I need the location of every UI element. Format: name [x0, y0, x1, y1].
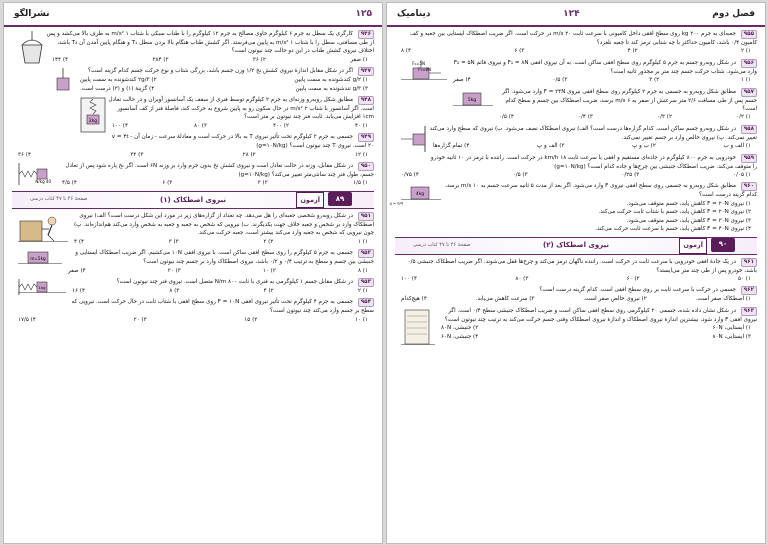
test-banner-89 — [12, 191, 374, 209]
option-1[interactable]: ۱) g/۲ کندشونده به سمت پایین — [294, 77, 368, 84]
option-3[interactable]: ۳) سرعت کاهش می‌یابد. — [475, 296, 535, 303]
question-number: ۹۴۶ — [358, 30, 374, 39]
left-page-body — [4, 27, 382, 324]
option-1[interactable]: ۱) اصطکاک صفر است. — [695, 296, 751, 303]
options — [106, 122, 374, 130]
options — [441, 208, 757, 216]
question-956 — [395, 59, 757, 85]
question-number: ۹۶۰ — [741, 182, 757, 191]
question-text: کارگری یک سطل به جرم ۶ کیلوگرم حاوی مصالح به جرم ۱۲ کیلوگرم را با طناب سبکی با شتاب ۱ m/s² به طرف بالا می‌کشد و پس از طی مسافتی، سطل را با شتاب ۱ m/s² به پایین می‌فرستد. اگر کشش طناب هنگام بالا بردن سطل T₁ و هنگام پایین آمدن آن T₂ باشد، اختلاف نیروی کشش طناب در این دو حالت چند نیوتون است؟ — [46, 31, 374, 55]
question-number: ۹۶۱ — [741, 258, 757, 267]
block-m5-label: m=5kg — [30, 256, 46, 262]
options — [395, 275, 757, 283]
question-952 — [12, 249, 374, 275]
option-4[interactable]: ۴) ۱۴۴ — [52, 56, 69, 63]
right-page-subject: دینامیک — [397, 9, 431, 19]
option-3[interactable]: ۳) ۳۲ — [130, 151, 144, 158]
question-text: جسمی در حرکت با سرعت ثابت بر روی سطح افقی است. کدام گزینه درست است؟ — [539, 287, 736, 294]
option-2[interactable]: ۲) ۰/۲۵ — [621, 172, 640, 179]
question-number: ۹۴۹ — [358, 133, 374, 142]
left-page-number: ۱۲۵ — [355, 9, 372, 19]
question-number: ۹۵۱ — [358, 212, 374, 221]
question-text: در یک جادهٔ افقی خودرویی با سرعت ثابت در حرکت است. راننده ناگهان ترمز می‌کند و چرخ‌ها قفل می‌شوند. اگر ضریب اصطکاک جنبشی ۰/۵ باشد، خودرو پس از طی چند متر می‌ایستد؟ — [407, 258, 757, 274]
option-4[interactable]: ۴) تمام گزاره‌ها — [433, 143, 470, 150]
question-955 — [395, 30, 757, 56]
options — [395, 171, 757, 179]
spring-mass-figure — [18, 163, 56, 188]
question-number: ۹۵۲ — [358, 249, 374, 258]
option-2[interactable]: ۲) ۴۰۰ — [273, 122, 289, 129]
block-4kg-label: 4kg — [415, 192, 425, 198]
right-page-body — [387, 27, 765, 341]
left-page-chapter-title: نشرالگو — [14, 9, 50, 19]
test-label: آزمون — [679, 238, 707, 254]
question-number: ۹۶۳ — [741, 307, 757, 316]
option-2[interactable]: ۲) ۱۵ — [244, 316, 258, 323]
question-text: جعبه‌ای به جرم ۲۰۰ kg روی سطح افقی داخل کامیونی با سرعت ثابت ۲۰ m/s در حرکت است. اگر ضریب اصطکاک ایستایی بین جعبه و کف کامیون ۰/۴ باشد، کامیون حداکثر با چه شتابی ترمز کند تا جعبه نلغزد؟ — [410, 31, 757, 46]
option-4[interactable]: ۴) صفر — [68, 267, 86, 274]
option-4[interactable]: ۴) جنبشی، ۶۰N — [441, 333, 479, 340]
question-951 — [12, 212, 374, 246]
right-page-header — [387, 3, 765, 27]
option-4[interactable]: ۴) ۰/۷۵ — [401, 172, 419, 179]
hanging-mass-figure — [52, 68, 74, 97]
options — [435, 324, 757, 332]
option-1[interactable]: ۱) ۲ — [358, 287, 368, 294]
question-947 — [12, 67, 374, 93]
option-2[interactable]: ۲) ۲۸ — [242, 151, 256, 158]
question-text: در شکل نشان داده شده، جسمی ۲۰ کیلوگرمی روی سطح افقی ساکن است و ضریب اصطکاک جنبشی سطح ۰/۴ است. اگر نیروی افقی F وارد شود، بیشترین اندازهٔ نیروی اصطکاک و اندازهٔ نیروی اصطکاک وقتی جسم حرکت می‌کند به ترتیب چند نیوتون است؟ — [444, 307, 757, 323]
options — [441, 200, 757, 208]
options — [56, 179, 374, 187]
wall-block-figure — [401, 126, 427, 155]
question-953 — [12, 278, 374, 295]
option-2[interactable]: ۲) ۱۰ — [262, 267, 276, 274]
option-3[interactable]: ۳) الف و پ — [536, 143, 565, 150]
question-text: در شکل روبه‌رو جسم ساکن است. کدام گزاره‌ها درست است؟ الف) نیروی اصطکاک نصف می‌شود. ب) نیروی که سطح وارد می‌کند تغییر نمی‌کند. پ) نیروی خالص وارد بر جسم تغییر نمی‌کند. — [429, 125, 757, 141]
question-950 — [12, 162, 374, 188]
option-4[interactable]: ۴) ۱۰۰ — [112, 122, 128, 129]
option-1[interactable]: ۱) ۱ — [741, 77, 751, 84]
question-number: ۹۵۴ — [358, 298, 374, 307]
option-1[interactable]: ۱) نیروی F = ۲۰N کاهش یابد، جسم متوقف می‌شود. — [626, 200, 751, 207]
question-text: مطابق شکل روبه‌رو وزنه‌ای به جرم ۲ کیلوگرم توسط فنری از سقف یک آسانسور آویزان و در حالت تعادل است. اگر آسانسور با شتاب ۲ m/s² در حال سکون رو به پایین شروع به حرکت کند، فاصلهٔ فنر از کف آسانسور ۱cm افزایش می‌یابد. ثابت فنر چند نیوتون بر متر است؟ — [108, 97, 374, 121]
test-banner-90 — [395, 237, 757, 255]
question-960 — [389, 182, 757, 233]
block-5kg-label: 5kg — [467, 97, 477, 103]
block-2kg-label: 2kg — [88, 119, 98, 125]
question-946 — [12, 30, 374, 64]
option-2[interactable]: ۲) ۴ — [263, 287, 274, 294]
option-2[interactable]: ۲) ۲g/۳ کندشونده به سمت پایین — [80, 77, 157, 84]
option-3[interactable]: ۳) ۸۰ — [194, 122, 207, 129]
question-number: ۹۵۳ — [358, 278, 374, 287]
option-3[interactable]: ۳) ۰/۴ — [578, 114, 593, 121]
options — [68, 238, 374, 246]
option-3[interactable]: ۳) ۰/۵ — [552, 77, 568, 84]
right-page-number: ۱۲۴ — [563, 9, 580, 19]
question-number: ۹۵۹ — [741, 154, 757, 163]
bucket-figure — [18, 31, 46, 68]
test-title: نیروی اصطکاک (۱) — [160, 195, 227, 204]
option-1[interactable]: ۱) ۵۰ — [738, 275, 751, 282]
option-1[interactable]: ۱) ۱/۵ — [353, 180, 368, 187]
option-1[interactable]: ۱) ۲ — [741, 48, 751, 55]
options — [395, 295, 757, 303]
test-reference: صفحهٔ ۴۶ تا ۴۷ کتاب درسی — [413, 241, 471, 248]
question-text: در شکل روبه‌رو جسم به جرم ۵ کیلوگرم روی سطح افقی ساکن است. به آن نیروی افقی F₁ = ۸N و نیروی قائم F₂ = ۵N وارد می‌شود. شتاب حرکت جسم چند متر بر مجذور ثانیه است؟ — [453, 59, 757, 75]
question-number: ۹۵۸ — [741, 125, 757, 134]
option-2[interactable]: ۲) ۴ — [627, 48, 638, 55]
question-948 — [12, 96, 374, 130]
option-2[interactable]: ۲) ۳ — [257, 180, 268, 187]
option-2[interactable]: ۲) ۳ — [649, 77, 660, 84]
option-2[interactable]: ۲) ۲ — [263, 238, 274, 245]
question-text: خودرویی به جرم ۸۰۰ کیلوگرم در جاده‌ای مستقیم و افقی با سرعت ثابت ۱۸ km/h در حرکت است. راننده با ترمز در ۱۰ ثانیه خودرو را متوقف می‌کند. ضریب اصطکاک جنبشی بین چرخ‌ها و جاده کدام است؟ (g=۱۰N/kg) — [430, 154, 757, 170]
option-1[interactable]: ۱) ایستایی، ۶۰N — [712, 325, 751, 332]
test-number: ۸۹ — [328, 192, 352, 206]
option-1[interactable]: ۱) ۰/۰۵ — [733, 172, 751, 179]
test-number: ۹۰ — [711, 238, 735, 252]
question-949 — [12, 133, 374, 159]
question-text: در شکل روبه‌رو شخصی جعبه‌ای را هل می‌دهد. چه تعداد از گزاره‌های زیر در مورد این شکل درست است؟ الف) نیروی اصطکاک وارد بر شخص و جعبه خلاف جهت یکدیگرند. ب) نیرویی که شخص به جعبه و جعبه به شخص وارد می‌کند هم‌اندازه‌اند. پ) چون نیرویی که شخص به جعبه وارد می‌کند بیشتر است، جعبه حرکت می‌کند. — [73, 212, 374, 237]
spring-block-figure — [18, 279, 66, 300]
option-3[interactable]: ۳) ۳۸۴ — [152, 56, 169, 63]
block-5kg-figure — [453, 89, 493, 114]
options — [427, 142, 757, 150]
test-title: نیروی اصطکاک (۲) — [543, 241, 610, 250]
f1-label: F₁=8N — [418, 66, 431, 72]
option-2[interactable]: ۲) ۶۰ — [626, 275, 640, 282]
question-958 — [395, 125, 757, 151]
spring-constant-label: 40 N/kg — [35, 179, 51, 185]
block-1kg-label: 1kg — [38, 284, 46, 290]
option-2[interactable]: ۲) ب و پ — [632, 143, 656, 150]
option-1[interactable]: ۱) صفر — [350, 56, 368, 63]
option-4[interactable]: ۴) ۸ — [401, 48, 412, 55]
option-2[interactable]: ۲) نیروی F = ۲۰N کاهش یابد، جسم با شتاب ثابت حرکت می‌کند. — [598, 209, 751, 216]
option-1[interactable]: ۱) ۴۰ — [355, 122, 368, 129]
options — [493, 113, 757, 121]
right-page — [386, 2, 766, 544]
cabinet-figure — [401, 308, 435, 351]
question-text: مطابق شکل روبه‌رو به جسمی به جرم ۲ کیلوگرم روی سطح افقی نیروی F = ۲۴N وارد می‌شود. اگر جسم پس از طی مسافت ۲/۶ متر سرعتش از صفر به ۶ m/s برسد، ضریب اصطکاک بین جسم و سطح کدام است؟ — [502, 88, 757, 113]
options — [46, 56, 374, 64]
option-2[interactable]: ۲) جنبشی، ۸۰N — [441, 325, 479, 332]
question-963 — [395, 307, 757, 341]
question-number: ۹۵۶ — [741, 59, 757, 68]
options — [395, 225, 757, 233]
elevator-spring-figure — [80, 97, 106, 136]
option-3[interactable]: ۳) ۶ — [162, 180, 173, 187]
option-4[interactable]: ۴) ۰/۵ — [499, 114, 514, 121]
option-4[interactable]: ۴) ۳۶ — [18, 151, 32, 158]
options — [395, 47, 757, 55]
option-3[interactable]: ۳) ۳ — [168, 238, 179, 245]
option-2[interactable]: ۲) ۳۶ — [252, 56, 266, 63]
option-4[interactable]: ۴) ۱۶ — [72, 287, 86, 294]
block-on-surface-figure — [18, 250, 62, 271]
forces-block-figure — [401, 60, 447, 89]
question-number: ۹۵۷ — [741, 88, 757, 97]
options — [66, 287, 374, 295]
option-4[interactable]: ۴) ۱۰۰ — [401, 275, 418, 282]
right-page-chapter-title: فصل دوم — [712, 9, 755, 19]
question-text: جسمی به جرم ۵ کیلوگرم را روی سطح افقی ساکن است. با نیروی افقی ۱۰N می‌کشیم. اگر ضریب اصطکاک ایستایی و جنبشی بین جسم و سطح به ترتیب ۰/۴ و ۰/۲ باشد، نیروی اصطکاک وارد بر جسم چند نیوتون است؟ — [75, 250, 374, 266]
question-text: جسمی به جرم ۲ کیلوگرم تحت تأثیر نیروی T به بالا در حرکت است و معادلهٔ سرعت - زمان آن v = ۴t - ۲۰ است. نیروی T چند نیوتون است؟ (g=۱۰N/kg) — [111, 134, 374, 150]
option-2[interactable]: ۲) نیروی خالص صفر است. — [583, 296, 647, 303]
option-3[interactable]: ۳) نیروی F = ۳۰N کاهش یابد، جسم متوقف می‌شود. — [626, 217, 751, 224]
question-number: ۹۵۰ — [358, 162, 374, 171]
option-2[interactable]: ۲) ۰/۳ — [657, 114, 672, 121]
option-3[interactable]: ۳) g/۳ تندشونده به سمت پایین — [295, 85, 368, 92]
question-959 — [395, 154, 757, 180]
option-3[interactable]: ۳) ۸۰ — [515, 275, 529, 282]
option-1[interactable]: ۱) ۸ — [358, 267, 368, 274]
question-text: در شکل مقابل، وزنه در حالت تعادل است و نیروی کشش نخ بدون جرم وارد بر وزنه ۶N است. اگر نخ پاره شود پس از تعادل جسم، طول فنر چند سانتی‌متر تغییر می‌کند؟ (g=۱۰N/kg) — [65, 163, 374, 179]
option-4[interactable]: ۴) صفر — [453, 77, 471, 84]
option-3[interactable]: ۳) ۶ — [514, 48, 525, 55]
question-962 — [395, 286, 757, 303]
option-3[interactable]: ۳) ۲۰ — [167, 267, 181, 274]
option-4[interactable]: ۴) گزینهٔ (۱) و (۳) درست است. — [80, 85, 155, 92]
options — [12, 151, 374, 159]
option-3[interactable]: ۳) ۸ — [169, 287, 180, 294]
question-957 — [395, 88, 757, 122]
question-text: جسمی به جرم ۴ کیلوگرم تحت تأثیر نیروی افقی F = ۱۰N روی سطح افقی با شتاب ثابت در حال حرکت است. نیرویی که سطح بر جسم وارد می‌کند چند نیوتون است؟ — [71, 299, 374, 315]
option-1[interactable]: ۱) ۱۲ — [355, 151, 368, 158]
option-3[interactable]: ۳) ۲۰ — [133, 316, 147, 323]
left-page — [3, 2, 383, 544]
f2-label: F₂=5N — [412, 60, 425, 66]
option-3[interactable]: ۳) ایستایی، ۸۰N — [712, 333, 751, 340]
option-1[interactable]: ۱) ۱ — [358, 238, 368, 245]
test-label: آزمون — [296, 192, 324, 208]
options — [447, 76, 757, 84]
test-reference: صفحهٔ ۴۶ تا ۴۷ کتاب درسی — [30, 195, 88, 202]
question-number: ۹۴۸ — [358, 96, 374, 105]
options — [12, 316, 374, 324]
option-4[interactable]: ۴) ۱۷/۵ — [18, 316, 36, 323]
question-954 — [12, 298, 374, 324]
block-4kg-figure — [389, 183, 441, 208]
question-number: ۹۶۲ — [741, 286, 757, 295]
option-4[interactable]: ۴) ۴ — [74, 238, 85, 245]
option-1[interactable]: ۱) ۱۰ — [355, 316, 368, 323]
question-number: ۹۵۵ — [741, 30, 757, 39]
option-1[interactable]: ۱) الف و ب — [723, 143, 751, 150]
person-pushing-box-figure — [18, 213, 68, 246]
options — [395, 217, 757, 225]
option-1[interactable]: ۱) ۰/۲ — [736, 114, 751, 121]
question-961 — [395, 258, 757, 284]
option-4[interactable]: ۴) نیروی F = ۴۰N کاهش یابد، جسم با سرعت ثابت حرکت می‌کند. — [595, 226, 751, 233]
options — [74, 76, 374, 84]
question-text: در شکل مقابل جسم ۱ کیلوگرمی به فنری با ثابت ۸۰۰ N/m متصل است. نیروی فنر چند نیوتون است؟ — [116, 278, 353, 285]
options — [435, 333, 757, 341]
option-4[interactable]: ۴) هیچ‌کدام — [401, 296, 427, 303]
mu-label: μ = 0/4 — [389, 201, 403, 206]
options — [74, 85, 374, 93]
options — [62, 267, 374, 275]
question-text: اگر در شکل مقابل اندازهٔ نیروی کشش نخ ۱/۲ وزن جسم باشد، بزرگی شتاب و نوع حرکت جسم کدام گزینه است؟ — [88, 68, 353, 75]
question-text: مطابق شکل روبه‌رو به جسمی روی سطح افقی نیروی F وارد می‌شود. اگر بعد از مدت ۵ ثانیه سرعت جسم به ۱۰ m/s برسد، کدام گزینه درست است؟ — [445, 183, 757, 199]
question-number: ۹۴۷ — [358, 67, 374, 76]
option-4[interactable]: ۴) ۴/۵ — [62, 180, 77, 187]
left-page-header — [4, 3, 382, 27]
option-3[interactable]: ۳) ۰/۵ — [512, 172, 528, 179]
